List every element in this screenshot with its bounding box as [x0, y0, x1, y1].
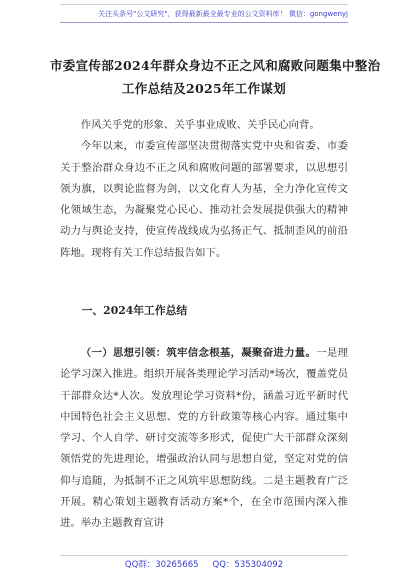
header-promo-note: 关注头条号"公文研究"，获得最新最全最专业的公文资料库！ 微信：gongwenyj	[98, 10, 348, 18]
intro-paragraph-2: 今年以来，市委宣传部坚决贯彻落实党中央和省委、市委关于整治群众身边不正之风和腐败问题的部署要求，以思想引领为旗，以舆论监督为剑，以文化育人为基，全力净化宣传文化领域生态，为凝聚党心民心、推动社会发展提供强大的精神动力与舆论支持，使宣传战线成为弘扬正气、抵制歪风的前沿阵地。现将有关工作总结报告如下。	[60, 140, 348, 259]
document-title-line-1: 市委宣传部2024年群众身边不正之风和腐败问题集中整治	[50, 58, 381, 73]
footer-qq-number: QQ：535304092	[212, 560, 284, 570]
subsection-1	[60, 343, 348, 535]
document-title-line-2: 工作总结及2025年工作谋划	[122, 81, 286, 96]
intro-paragraph-1: 作风关乎党的形象、关乎事业成败、关乎民心向背。	[80, 119, 320, 131]
header-divider-bottom	[60, 22, 348, 23]
intro-section	[60, 115, 348, 264]
section-heading-1: 一、2024年工作总结	[81, 304, 188, 317]
footer-divider	[60, 555, 348, 556]
footer-qq-group: QQ群：30265665	[124, 560, 199, 570]
subsection-1-body: 一是理论学习深入推进。组织开展各类理论学习活动*场次，覆盖党员干部群众达*人次。发放理论学习资料*份，涵盖习近平新时代中国特色社会主义思想、党的方针政策等核心内容。通过集中学习、个人自学、研讨交流等多形式，促使广大干部群众深刻领悟党的先进理论，增强政治认同与思想自觉，坚定对党的信仰与追随，为抵制不正之风筑牢思想防线。二是主题教育广泛开展。精心策划主题教育活动方案*个，在全市范围内深入推进。举办主题教育宣讲	[60, 347, 349, 530]
footer-contacts	[60, 558, 348, 570]
subsection-1-lead: （一）思想引领：筑牢信念根基，凝聚奋进力量。	[80, 347, 317, 359]
header-divider-top	[60, 4, 348, 5]
subsection-1-paragraph	[60, 343, 348, 535]
